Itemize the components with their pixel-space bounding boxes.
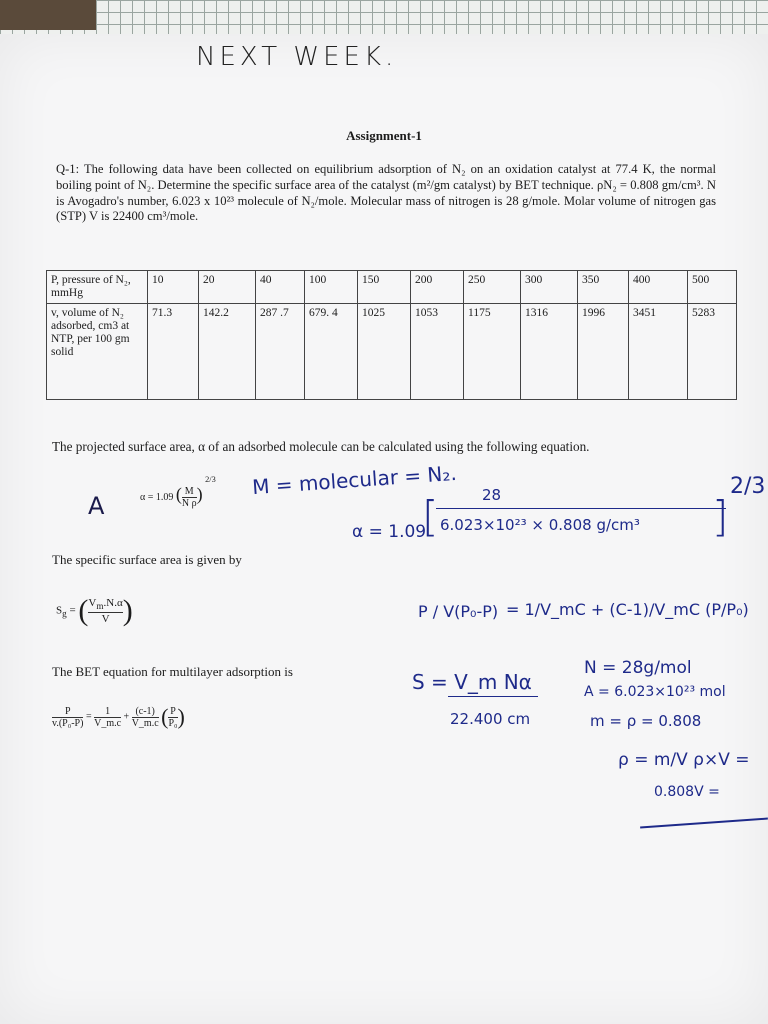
handwritten-molecular: M = molecular = N₂. [251,460,458,500]
underline-stroke [640,818,768,829]
table-cell: 71.3 [148,304,199,400]
header-note: NEXT WEEK. [196,42,398,72]
question-label: Q-1: [56,162,80,176]
handwritten-s-den: 22.400 cm [450,710,531,728]
table-row [47,304,737,400]
table-cell: 500 [688,271,737,304]
handwritten-n-value: N = 28g/mol [584,658,692,678]
table-cell: 400 [629,271,688,304]
table-cell: 1996 [578,304,629,400]
specific-area-text: The specific surface area is given by [52,552,242,567]
table-edge [0,0,96,30]
table-cell: 142.2 [199,304,256,400]
page-title: Assignment-1 [346,128,422,143]
handwritten-last: 0.808V = [654,784,720,800]
table-cell: 1316 [521,304,578,400]
table-cell: 300 [521,271,578,304]
handwritten-m-value: m = ρ = 0.808 [590,712,702,730]
table-cell: 1025 [358,304,411,400]
handwritten-s-eq: S = V_m Nα [412,670,532,694]
volume-header: v, volume of N₂ adsorbed, cm3 at NTP, per 100 gm solid [47,304,148,400]
table-cell: 1053 [411,304,464,400]
handwritten-bet-rhs: = 1/V_mC + (C-1)/V_mC (P/P₀) [506,600,749,619]
table-cell: 5283 [688,304,737,400]
table-cell: 679. 4 [305,304,358,400]
bet-equation: $\frac{P}{\text{v.(P₀-P)}}$ = $\frac{1}{V\_m.c}$ + $\frac{(c-1)}{V\_m.c}$ ( $\frac{P}{\text{P₀}}$ ) [52,704,185,729]
alpha-equation: α = 1.09 ( $\frac{M}{\text{N ρ}}$ ) $^{2/3}$ [140,474,216,510]
projected-area-text: The projected surface area, α of an adsorbed molecule can be calculated using the following equation. [52,439,590,454]
specific-area-equation: $S_g$ = ( $\frac{V_m.N.\alpha}{V}$ ) [56,594,133,627]
handwritten-a-value: A = 6.023×10²³ mol [584,684,726,700]
handwritten-bet-lhs: P / V(P₀-P) [418,602,499,621]
table-cell: 150 [358,271,411,304]
handwritten-alpha: α = 1.09 [352,522,427,542]
table-cell: 1175 [464,304,521,400]
data-table [46,270,737,400]
pressure-header: P, pressure of N₂, mmHg [47,271,148,304]
table-cell: 100 [305,271,358,304]
table-cell: 200 [411,271,464,304]
handwritten-A: A [88,492,105,520]
table-cell: 3451 [629,304,688,400]
table-cell: 250 [464,271,521,304]
handwritten-rho-eq: ρ = m/V ρ×V = [618,750,750,770]
table-cell: 40 [256,271,305,304]
fraction-line [448,696,538,697]
question-text [56,162,716,225]
handwritten-exponent: 2/3 [730,474,766,499]
question-body: The following data have been collected on equilibrium adsorption of N₂ on an oxidation catalyst at 77.4 K, the normal boiling point of N₂. Determine the specific surface area of the catalyst (m²/gm catalyst) by BET technique. ρN₂ = 0.808 gm/cm³. N is Avogadro's number, 6.023 x 10²³ molecule of N₂/mole. Molecular mass of nitrogen is 28 g/mole. Molar volume of nitrogen gas (STP) V is 22400 cm³/mole. [56,162,717,224]
bet-text: The BET equation for multilayer adsorption is [52,664,293,679]
table-cell: 287 .7 [256,304,305,400]
table-cell: 20 [199,271,256,304]
table-cell: 10 [148,271,199,304]
table-row [47,271,737,304]
table-cell: 350 [578,271,629,304]
assignment-sheet: NEXT WEEK. Assignment-1 Q-1: The following data have been collected on equilibrium adsorption of N₂ on an oxidation catalyst at 77.4 K, the normal boiling point of N₂. Determine the specific surface area of the catalyst (m²/gm catalyst) by BET technique. ρN₂ = 0.808 gm/cm³. N is Avogadro's number, 6.023 x 10²³ molecule of N₂/mole. Molecular mass of nitrogen is 28 g/mole. Molar volume of nitrogen gas (STP) V is 22400 cm³/mole. P, pressure of N₂, mmHg 10 20 40 100 150 200 250 300 350 400 500 v, volume of N₂ adsorbed, cm3 at NTP, per 100 gm solid 71.3 142.2 287 .7 679. 4 1025 1053 1175 1316 1996 3451 5283 The projected surface area, α of an adsorbed molecule can be calculated using the following equation. α = 1.09 ( $\frac{M}{\text{N ρ}}$ ) $^{2/3}$ A M = molecular = N₂. α = 1.09 [ 28 6.023×10²³ × 0.808 g/cm³ ] 2/3 The specific surface area is given by $S_g$ = ( $\frac{V_m.N.\alpha}{V}$ ) P / V(P₀-P) = 1/V_mC + (C-1)/V_mC (P/P₀) The BET equation for multilayer adsorption is $\frac{P}{\text{v.(P₀-P)}}$ = $\frac{1}{V\_m.c}$ + $\frac{(c-1)}{V\_m.c}$ ( $\frac{P}{\text{P₀}}$ ) S = V_m Nα 22.400 cm N = 28g/mol A = 6.023×10²³ mol m = ρ = 0.808 ρ = m/V ρ×V = 0.808V = [0,34,768,1024]
